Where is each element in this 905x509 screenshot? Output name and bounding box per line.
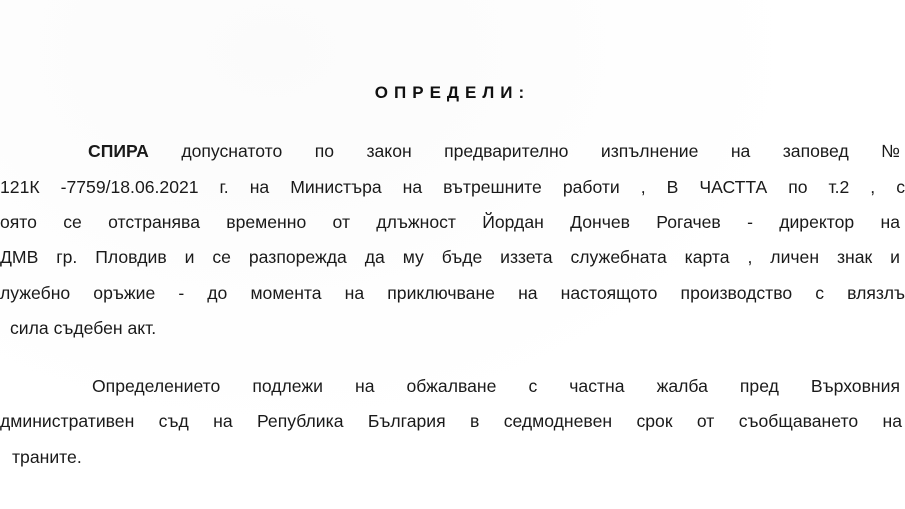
paragraph-ruling-line-3: оято се отстранява временно от длъжност Йордан Дончев Рогачев - директор на: [0, 212, 900, 232]
paragraph-ruling-line-5: лужебно оръжие - до момента на приключване на настоящото производство с влязлъ: [0, 283, 905, 303]
ruling-line-1-text: допуснатото по закон предварително изпълнение на заповед №: [181, 141, 900, 161]
document-heading: ОПРЕДЕЛИ:: [374, 83, 531, 102]
paragraph-appeal-line-3: траните.: [12, 447, 82, 467]
paragraph-ruling-line-1: [88, 139, 900, 163]
paragraph-appeal-line-2: дминистративен съд на Република България в седмодневен срок от съобщаването на: [0, 411, 902, 431]
paragraph-ruling-line-6: сила съдебен акт.: [10, 318, 157, 338]
paragraph-ruling-line-2: 121К -7759/18.06.2021 г. на Министъра на вътрешните работи , В ЧАСТТА по т.2 , с: [0, 177, 905, 197]
paragraph-ruling-line-4: ДМВ гр. Пловдив и се разпорежда да му бъде иззета служебната карта , личен знак и: [0, 247, 900, 267]
paragraph-appeal-line-1: Определението подлежи на обжалване с частна жалба пред Върховния: [92, 376, 900, 396]
ruling-keyword: СПИРА: [88, 141, 149, 161]
